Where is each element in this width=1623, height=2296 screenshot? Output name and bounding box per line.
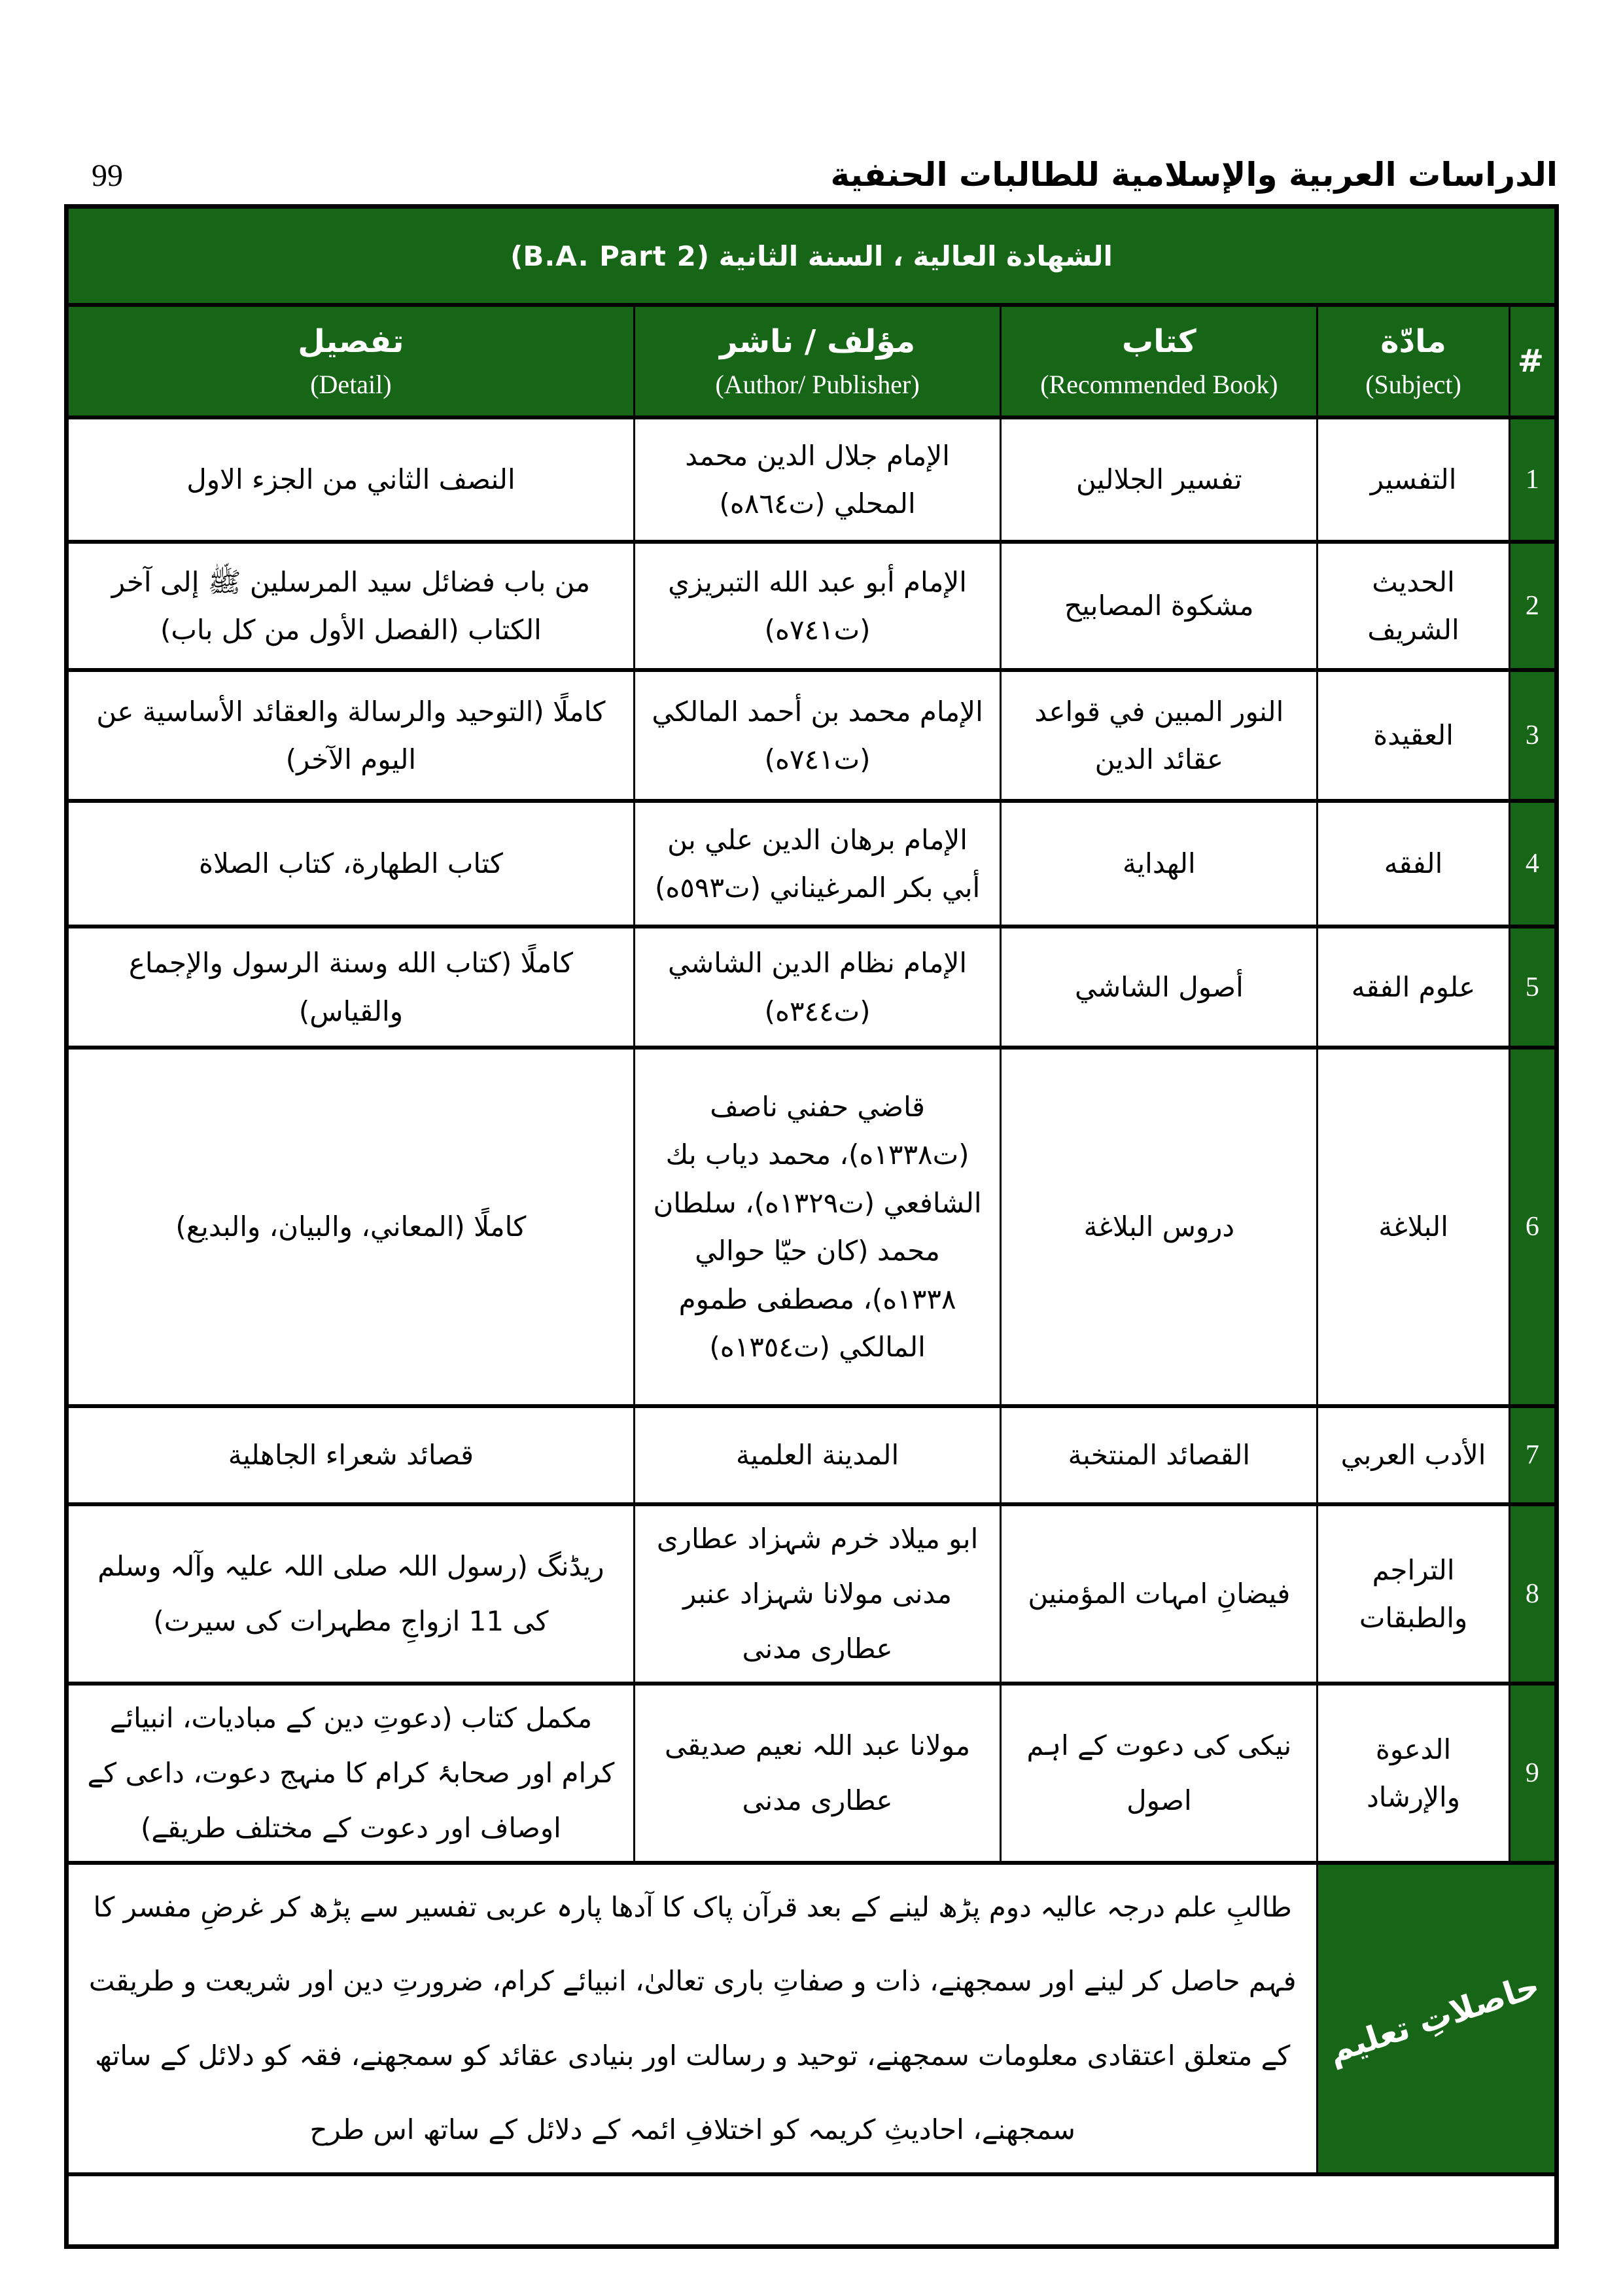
column-header-book-ar: كتاب [1121, 323, 1196, 360]
subject-cell: العقيدة [1318, 670, 1509, 801]
column-header-author-ar: مؤلف / ناشر [720, 323, 916, 360]
book-cell: نیکی کی دعوت کے اہم اصول [1001, 1684, 1318, 1863]
row-number: 4 [1509, 801, 1556, 927]
book-cell: تفسير الجلالين [1001, 417, 1318, 542]
row-number: 1 [1509, 417, 1556, 542]
author-cell: الإمام محمد بن أحمد المالكي (ت٧٤١ه) [634, 670, 1000, 801]
book-cell: مشكوة المصابيح [1001, 542, 1318, 670]
subject-cell: الحديث الشريف [1318, 542, 1509, 670]
detail-cell: كاملًا (كتاب الله وسنة الرسول والإجماع والقياس) [67, 927, 635, 1048]
book-cell: دروس البلاغة [1001, 1048, 1318, 1406]
table-row [67, 417, 1557, 542]
row-number: 3 [1509, 670, 1556, 801]
subject-cell: الدعوة والإرشاد [1318, 1684, 1509, 1863]
curriculum-table [64, 204, 1559, 2249]
table-row [67, 1684, 1557, 1863]
row-number: 7 [1509, 1406, 1556, 1504]
table-row [67, 1406, 1557, 1504]
author-cell: مولانا عبد اللہ نعیم صدیقی عطاری مدنی [634, 1684, 1000, 1863]
column-header-subject-en: (Subject) [1365, 370, 1461, 399]
detail-cell: كتاب الطهارة، كتاب الصلاة [67, 801, 635, 927]
column-header-detail-ar: تفصيل [298, 323, 404, 360]
subject-cell: البلاغة [1318, 1048, 1509, 1406]
table-title-row [67, 207, 1557, 306]
book-cell: القصائد المنتخبة [1001, 1406, 1318, 1504]
author-cell: ابو میلاد خرم شہزاد عطاری مدنی مولانا شہزاد عنبر عطاری مدنی [634, 1504, 1000, 1684]
column-header-detail [67, 305, 635, 417]
table-title: الشهادة العالية ، السنة الثانية (B.A. Part 2) [67, 207, 1557, 306]
book-cell: فیضانِ امہات المؤمنین [1001, 1504, 1318, 1684]
outcomes-text: طالبِ علم درجہ عالیہ دوم پڑھ لینے کے بعد قرآن پاک کا آدھا پارہ عربی تفسیر سے پڑھ کر غرضِ مفسر کا فہم حاصل کر لینے اور سمجھنے، ذات و صفاتِ باری تعالیٰ، انبیائے کرام، ضرورتِ دین اور شریعت و طریقت کے متعلق اعتقادی معلومات سمجھنے، توحید و رسالت اور بنیادی عقائد کو سمجھنے، فقہ کو دلائل کے ساتھ سمجھنے، احادیثِ کریمہ کو اختلافِ ائمہ کے دلائل کے ساتھ اس طرح [67, 1863, 1318, 2174]
outcomes-label: حاصلاتِ تعلیم [1323, 1966, 1544, 2071]
detail-cell: كاملًا (المعاني، والبيان، والبديع) [67, 1048, 635, 1406]
author-cell: الإمام نظام الدين الشاشي (ت٣٤٤ه) [634, 927, 1000, 1048]
author-cell: قاضي حفني ناصف (ت١٣٣٨ه)، محمد دياب بك الشافعي (ت١٣٢٩ه)، سلطان محمد (كان حيّا حوالي ١٣٣٨ه)، مصطفى طموم المالكي (ت١٣٥٤ه) [634, 1048, 1000, 1406]
column-header-subject-ar: مادّة [1380, 323, 1446, 360]
table-header-row [67, 305, 1557, 417]
subject-cell: الأدب العربي [1318, 1406, 1509, 1504]
document-title: الدراسات العربية والإسلامية للطالبات الحنفية [830, 156, 1558, 194]
author-cell: المدينة العلمية [634, 1406, 1000, 1504]
empty-cell [67, 2174, 1557, 2247]
table-row [67, 1504, 1557, 1684]
book-cell: الهداية [1001, 801, 1318, 927]
author-cell: الإمام أبو عبد الله التبريزي (ت٧٤١ه) [634, 542, 1000, 670]
book-cell: النور المبين في قواعد عقائد الدين [1001, 670, 1318, 801]
subject-cell: الفقه [1318, 801, 1509, 927]
subject-cell: التفسير [1318, 417, 1509, 542]
page-header [0, 0, 1623, 204]
book-cell: أصول الشاشي [1001, 927, 1318, 1048]
row-number: 2 [1509, 542, 1556, 670]
outcomes-row [67, 1863, 1557, 2174]
row-number: 8 [1509, 1504, 1556, 1684]
table-row [67, 542, 1557, 670]
page-number: 99 [92, 158, 123, 193]
column-header-detail-en: (Detail) [310, 370, 392, 399]
detail-cell: كاملًا (التوحيد والرسالة والعقائد الأساسية عن اليوم الآخر) [67, 670, 635, 801]
column-header-num-label: # [1517, 343, 1544, 380]
detail-cell: مکمل کتاب (دعوتِ دین کے مبادیات، انبیائے کرام اور صحابۂ کرام کا منہج دعوت، داعی کے اوصاف اور دعوت کے مختلف طریقے) [67, 1684, 635, 1863]
column-header-author [634, 305, 1000, 417]
subject-cell: علوم الفقه [1318, 927, 1509, 1048]
author-cell: الإمام برهان الدين علي بن أبي بكر المرغيناني (ت٥٩٣ه) [634, 801, 1000, 927]
empty-row [67, 2174, 1557, 2247]
detail-cell: ریڈنگ (رسول اللہ صلی اللہ علیہ وآلہ وسلم کی 11 ازواجِ مطہرات کی سیرت) [67, 1504, 635, 1684]
table-row [67, 670, 1557, 801]
column-header-subject [1318, 305, 1509, 417]
author-cell: الإمام جلال الدين محمد المحلي (ت٨٦٤ه) [634, 417, 1000, 542]
table-row [67, 927, 1557, 1048]
column-header-num [1509, 305, 1556, 417]
detail-cell: قصائد شعراء الجاهلية [67, 1406, 635, 1504]
column-header-book-en: (Recommended Book) [1040, 370, 1278, 399]
detail-cell: من باب فضائل سيد المرسلين ﷺ إلى آخر الكتاب (الفصل الأول من كل باب) [67, 542, 635, 670]
table-row [67, 801, 1557, 927]
detail-cell: النصف الثاني من الجزء الاول [67, 417, 635, 542]
row-number: 5 [1509, 927, 1556, 1048]
row-number: 9 [1509, 1684, 1556, 1863]
column-header-author-en: (Author/ Publisher) [715, 370, 920, 399]
row-number: 6 [1509, 1048, 1556, 1406]
subject-cell: التراجم والطبقات [1318, 1504, 1509, 1684]
outcomes-label-cell [1318, 1863, 1557, 2174]
column-header-book [1001, 305, 1318, 417]
table-row [67, 1048, 1557, 1406]
